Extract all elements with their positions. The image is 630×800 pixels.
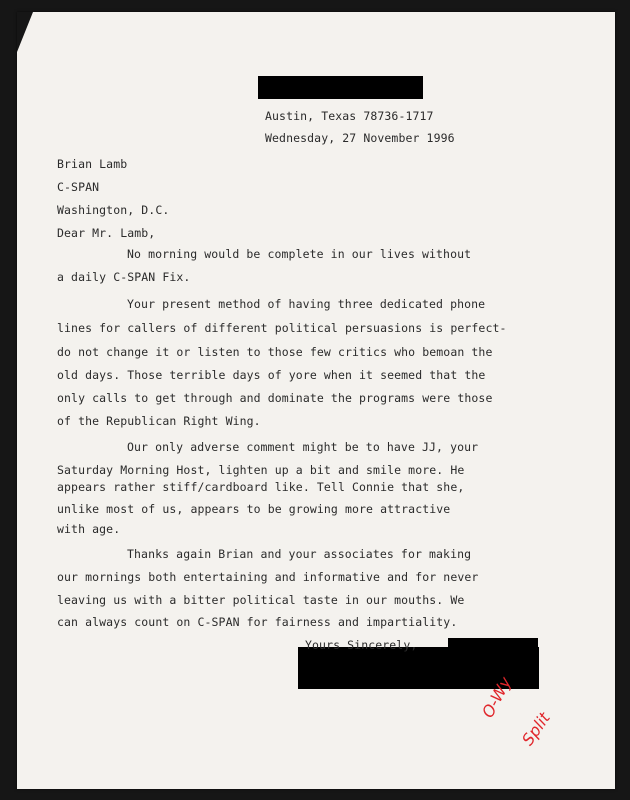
closing: Yours Sincerely, — [305, 638, 418, 652]
body-line: Your present method of having three dedicated phone — [127, 297, 486, 311]
body-line: of the Republican Right Wing. — [57, 414, 261, 428]
body-line: only calls to get through and dominate the programs were those — [57, 391, 493, 405]
body-line: leaving us with a bitter political taste in our mouths. We — [57, 593, 465, 607]
letter-date: Wednesday, 27 November 1996 — [265, 131, 455, 145]
body-line: No morning would be complete in our lives without — [127, 247, 472, 261]
handwritten-note-line2: Split — [518, 708, 554, 749]
body-line: Thanks again Brian and your associates for making — [127, 547, 472, 561]
body-line: Our only adverse comment might be to have JJ, your — [127, 440, 479, 454]
handwritten-note-line1: O-Wy — [478, 673, 516, 721]
folded-corner — [17, 12, 33, 52]
recipient-name: Brian Lamb — [57, 157, 128, 171]
body-line: Saturday Morning Host, lighten up a bit and smile more. He — [57, 463, 465, 477]
salutation: Dear Mr. Lamb, — [57, 226, 156, 240]
body-line: appears rather stiff/cardboard like. Tell Connie that she, — [57, 480, 465, 494]
body-line: can always count on C-SPAN for fairness and impartiality. — [57, 615, 458, 629]
body-line: old days. Those terrible days of yore when it seemed that the — [57, 368, 486, 382]
recipient-city: Washington, D.C. — [57, 203, 170, 217]
body-line: a daily C-SPAN Fix. — [57, 270, 191, 284]
body-line: our mornings both entertaining and informative and for never — [57, 570, 479, 584]
body-line: do not change it or listen to those few critics who bemoan the — [57, 345, 493, 359]
sender-address: Austin, Texas 78736-1717 — [265, 109, 434, 123]
redacted-sender-name — [258, 76, 423, 99]
body-line: lines for callers of different political persuasions is perfect- — [57, 321, 507, 335]
recipient-organization: C-SPAN — [57, 180, 100, 194]
body-line: with age. — [57, 522, 121, 536]
body-line: unlike most of us, appears to be growing more attractive — [57, 502, 451, 516]
